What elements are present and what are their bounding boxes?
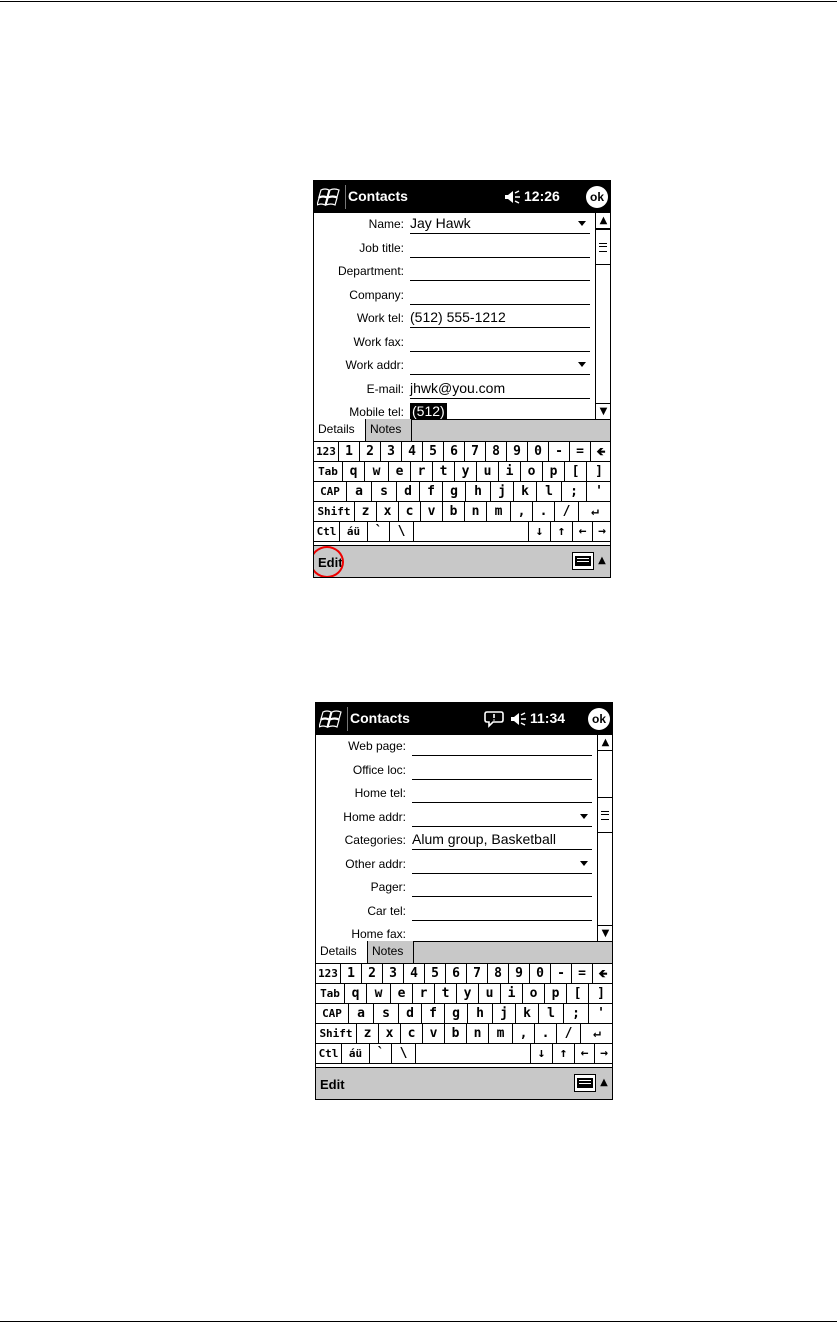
keyboard-key[interactable]: Shift (316, 1024, 357, 1044)
keyboard-key[interactable]: ; (564, 1004, 589, 1024)
dropdown-arrow-icon[interactable] (578, 221, 586, 226)
keyboard-key[interactable]: ↵ (581, 1024, 613, 1044)
keyboard-key[interactable]: \ (390, 522, 414, 542)
field-label: Categories: (344, 833, 406, 847)
keyboard-key[interactable]: n (467, 1024, 489, 1044)
keyboard-key[interactable]: ` (370, 1044, 392, 1064)
field-label: Work addr: (345, 358, 404, 372)
keyboard-key[interactable]: 2 (360, 442, 381, 462)
keyboard-row (316, 984, 613, 1004)
form-row (314, 237, 594, 261)
form-row (316, 759, 596, 783)
field-input[interactable] (412, 902, 592, 921)
form-row (316, 900, 596, 924)
field-label: Home addr: (343, 809, 406, 824)
keyboard-key[interactable]: d (397, 482, 420, 502)
keyboard-key[interactable]: = (572, 964, 593, 984)
tab-notes[interactable]: Notes (366, 419, 412, 441)
up-arrow-icon[interactable]: ▲ (600, 1077, 608, 1088)
field-label: Work fax: (353, 334, 404, 349)
keyboard-key[interactable]: \ (392, 1044, 416, 1064)
form-row (316, 782, 596, 806)
keyboard-row (316, 964, 613, 984)
form-row (316, 829, 596, 853)
keyboard-key[interactable]: y (455, 462, 477, 482)
keyboard-key[interactable]: Tab (316, 984, 345, 1004)
form-row (316, 735, 596, 759)
keyboard-key[interactable]: ↑ (551, 522, 573, 542)
keyboard-key[interactable]: Shift (314, 502, 355, 522)
keyboard-row (314, 482, 611, 502)
field-input[interactable] (410, 286, 590, 305)
field-input[interactable] (410, 215, 590, 234)
keyboard-key[interactable]: CAP (314, 482, 347, 502)
keyboard-key[interactable]: h (466, 482, 491, 502)
keyboard-key[interactable]: ↓ (531, 1044, 553, 1064)
app-title: Contacts (348, 188, 408, 204)
keyboard-icon[interactable] (572, 552, 594, 570)
keyboard-key[interactable]: 9 (507, 442, 528, 462)
keyboard-key[interactable]: w (367, 984, 391, 1004)
scroll-down-button[interactable]: ▼ (596, 403, 611, 419)
keyboard-key[interactable]: Ctl (316, 1044, 342, 1064)
keyboard-key[interactable]: 1 (341, 964, 362, 984)
field-label: Company: (349, 287, 404, 302)
keyboard-key[interactable]: z (357, 1024, 379, 1044)
speaker-icon[interactable] (504, 189, 520, 205)
keyboard-key[interactable]: 8 (488, 964, 509, 984)
edit-highlight-circle (313, 546, 344, 578)
keyboard-key[interactable]: j (493, 1004, 516, 1024)
keyboard-key[interactable]: 🡸 (591, 442, 611, 462)
app-title: Contacts (350, 710, 410, 726)
keyboard-key[interactable]: = (570, 442, 591, 462)
field-label: Pager: (370, 880, 406, 894)
keyboard-key[interactable]: r (411, 462, 433, 482)
form-row (314, 260, 594, 284)
keyboard-key[interactable]: v (421, 502, 443, 522)
scroll-down-button[interactable]: ▼ (598, 925, 613, 941)
keyboard-key[interactable]: e (389, 462, 411, 482)
keyboard-key[interactable]: r (413, 984, 435, 1004)
keyboard-key[interactable]: f (422, 1004, 445, 1024)
keyboard-key[interactable]: t (435, 984, 457, 1004)
edit-menu[interactable]: Edit (318, 555, 343, 570)
soft-keyboard (314, 441, 611, 545)
keyboard-key[interactable]: - (549, 442, 570, 462)
field-input[interactable] (410, 380, 590, 399)
keyboard-key[interactable]: ↑ (553, 1044, 575, 1064)
keyboard-key[interactable]: . (535, 1024, 557, 1044)
keyboard-key[interactable]: m (489, 1024, 513, 1044)
keyboard-key[interactable]: 4 (402, 442, 423, 462)
screenshot-contacts-1 (313, 180, 611, 578)
field-value: Jay Hawk (410, 215, 471, 231)
edit-menu[interactable]: Edit (320, 1077, 345, 1092)
clock-time[interactable]: 12:26 (524, 188, 560, 204)
field-label: Mobile tel: (349, 405, 404, 419)
keyboard-row (316, 1004, 613, 1024)
menu-bar (314, 545, 611, 578)
keyboard-key[interactable]: m (487, 502, 511, 522)
field-label: Office loc: (352, 762, 406, 777)
key-space[interactable] (414, 522, 529, 542)
field-value: jhwk@you.com (410, 379, 506, 396)
field-label: Name: (368, 217, 404, 231)
form-row (316, 876, 596, 900)
keyboard-key[interactable]: 3 (381, 442, 402, 462)
keyboard-key[interactable]: i (499, 462, 521, 482)
scroll-up-button[interactable]: ▲ (598, 735, 613, 751)
keyboard-key[interactable]: 5 (425, 964, 446, 984)
keyboard-key[interactable]: f (420, 482, 443, 502)
keyboard-key[interactable]: x (379, 1024, 401, 1044)
menu-bar (316, 1067, 613, 1100)
keyboard-key[interactable]: 4 (404, 964, 425, 984)
tab-details[interactable]: Details (314, 419, 366, 441)
field-label: Work tel: (356, 311, 404, 325)
dropdown-arrow-icon[interactable] (578, 362, 586, 367)
keyboard-key[interactable]: , (511, 502, 533, 522)
keyboard-key[interactable]: - (551, 964, 572, 984)
scroll-thumb[interactable] (596, 229, 611, 265)
keyboard-key[interactable]: ] (589, 984, 613, 1004)
field-input[interactable] (412, 784, 592, 803)
screenshot-contacts-2 (315, 702, 613, 1100)
keyboard-key[interactable]: ← (573, 522, 593, 542)
keyboard-key[interactable]: a (349, 1004, 374, 1024)
keyboard-key[interactable]: h (468, 1004, 493, 1024)
speaker-icon[interactable] (510, 711, 526, 727)
keyboard-key[interactable]: p (543, 462, 565, 482)
keyboard-key[interactable]: z (355, 502, 377, 522)
keyboard-key[interactable]: ↓ (529, 522, 551, 542)
keyboard-key[interactable]: y (457, 984, 479, 1004)
field-input[interactable] (412, 808, 592, 827)
keyboard-key[interactable]: u (479, 984, 501, 1004)
field-input[interactable] (410, 239, 590, 258)
keyboard-key[interactable]: 0 (528, 442, 549, 462)
keyboard-key[interactable]: ` (368, 522, 390, 542)
keyboard-key[interactable]: ] (587, 462, 611, 482)
contact-form (316, 735, 596, 941)
keyboard-key[interactable]: x (377, 502, 399, 522)
ok-button[interactable]: ok (588, 708, 610, 730)
tab-details[interactable]: Details (316, 941, 368, 963)
soft-keyboard (316, 963, 613, 1067)
up-arrow-icon[interactable]: ▲ (598, 555, 606, 566)
vertical-scrollbar[interactable] (597, 735, 613, 941)
form-row (314, 307, 594, 331)
keyboard-key[interactable]: w (365, 462, 389, 482)
keyboard-key[interactable]: s (372, 482, 397, 502)
field-label: Home fax: (351, 927, 406, 941)
keyboard-key[interactable]: 7 (467, 964, 488, 984)
scroll-up-button[interactable]: ▲ (596, 213, 611, 229)
page-bottom-rule (0, 1321, 837, 1322)
keyboard-key[interactable]: ' (589, 1004, 613, 1024)
field-value: Alum group, Basketball (412, 831, 556, 847)
keyboard-key[interactable]: l (537, 482, 562, 502)
keyboard-key[interactable]: Ctl (314, 522, 340, 542)
keyboard-key[interactable]: . (533, 502, 555, 522)
keyboard-key[interactable]: [ (565, 462, 587, 482)
keyboard-key[interactable]: p (545, 984, 567, 1004)
tab-notes[interactable]: Notes (368, 941, 414, 963)
form-row (314, 378, 594, 402)
keyboard-key[interactable]: b (443, 502, 465, 522)
field-label: E-mail: (366, 381, 404, 396)
field-input[interactable] (412, 855, 592, 874)
field-label: Other addr: (345, 856, 406, 871)
keyboard-key[interactable]: → (593, 522, 611, 542)
field-label: Web page: (348, 739, 406, 753)
tab-strip (316, 941, 613, 963)
title-bar (314, 181, 611, 213)
keyboard-icon[interactable] (574, 1074, 596, 1092)
keyboard-key[interactable]: ← (575, 1044, 595, 1064)
keyboard-row (314, 462, 611, 482)
page-top-rule (0, 1, 837, 2)
keyboard-key[interactable]: v (423, 1024, 445, 1044)
keyboard-key[interactable]: CAP (316, 1004, 349, 1024)
field-value: (512) 555-1212 (410, 309, 506, 325)
keyboard-row (314, 522, 611, 542)
field-value: (512) (412, 403, 445, 419)
field-input[interactable] (412, 737, 592, 756)
keyboard-key[interactable]: → (595, 1044, 613, 1064)
keyboard-row (316, 1024, 613, 1044)
keyboard-key[interactable]: [ (567, 984, 589, 1004)
form-row (314, 354, 594, 378)
contact-form (314, 213, 594, 419)
keyboard-key[interactable]: 9 (509, 964, 530, 984)
scroll-thumb[interactable] (598, 797, 613, 833)
form-row (314, 331, 594, 355)
keyboard-key[interactable]: k (514, 482, 537, 502)
keyboard-row (314, 502, 611, 522)
keyboard-key[interactable]: d (399, 1004, 422, 1024)
keyboard-key[interactable]: / (555, 502, 579, 522)
field-input[interactable] (412, 878, 592, 897)
keyboard-key[interactable]: ↵ (579, 502, 611, 522)
form-row (316, 853, 596, 877)
keyboard-key[interactable]: g (445, 1004, 468, 1024)
keyboard-key[interactable]: l (539, 1004, 564, 1024)
keyboard-key[interactable]: e (391, 984, 413, 1004)
keyboard-key[interactable]: k (516, 1004, 539, 1024)
keyboard-key[interactable]: , (513, 1024, 535, 1044)
keyboard-key[interactable]: 1 (339, 442, 360, 462)
field-input[interactable] (412, 831, 592, 850)
keyboard-key[interactable]: áü (342, 1044, 370, 1064)
keyboard-key[interactable]: o (521, 462, 543, 482)
keyboard-key[interactable]: Tab (314, 462, 343, 482)
keyboard-key[interactable]: n (465, 502, 487, 522)
keyboard-key[interactable]: 2 (362, 964, 383, 984)
keyboard-key[interactable]: g (443, 482, 466, 502)
keyboard-key[interactable]: c (399, 502, 421, 522)
keyboard-key[interactable]: 6 (446, 964, 467, 984)
keyboard-key[interactable]: t (433, 462, 455, 482)
field-input[interactable] (410, 262, 590, 281)
form-row (316, 806, 596, 830)
keyboard-key[interactable]: 5 (423, 442, 444, 462)
keyboard-key[interactable]: 8 (486, 442, 507, 462)
speech-bubble-icon[interactable] (484, 710, 504, 728)
keyboard-key[interactable]: c (401, 1024, 423, 1044)
keyboard-key[interactable]: 7 (465, 442, 486, 462)
keyboard-key[interactable]: q (343, 462, 365, 482)
form-row (314, 284, 594, 308)
windows-flag-icon[interactable] (317, 185, 343, 209)
tab-strip (314, 419, 611, 441)
windows-flag-icon[interactable] (319, 707, 345, 731)
keyboard-key[interactable]: j (491, 482, 514, 502)
vertical-scrollbar[interactable] (595, 213, 611, 419)
keyboard-key[interactable]: áü (340, 522, 368, 542)
title-bar (316, 703, 613, 735)
keyboard-key[interactable]: u (477, 462, 499, 482)
keyboard-key[interactable]: q (345, 984, 367, 1004)
keyboard-key[interactable]: 6 (444, 442, 465, 462)
keyboard-key[interactable]: a (347, 482, 372, 502)
field-label: Home tel: (354, 786, 406, 800)
field-label: Car tel: (367, 903, 406, 918)
keyboard-key[interactable]: 123 (314, 442, 339, 462)
dropdown-arrow-icon[interactable] (580, 861, 588, 866)
field-label: Job title: (359, 240, 404, 255)
dropdown-arrow-icon[interactable] (580, 814, 588, 819)
keyboard-key[interactable]: 0 (530, 964, 551, 984)
form-row (314, 213, 594, 237)
clock-time[interactable]: 11:34 (530, 710, 566, 726)
keyboard-key[interactable]: i (501, 984, 523, 1004)
field-input[interactable] (410, 309, 590, 328)
field-input[interactable] (410, 356, 590, 375)
keyboard-key[interactable]: o (523, 984, 545, 1004)
keyboard-row (314, 442, 611, 462)
keyboard-key[interactable]: 🡸 (593, 964, 613, 984)
keyboard-key[interactable]: s (374, 1004, 399, 1024)
keyboard-key[interactable]: 123 (316, 964, 341, 984)
field-input[interactable] (410, 333, 590, 352)
field-input[interactable] (412, 761, 592, 780)
ok-button[interactable]: ok (586, 186, 608, 208)
field-label: Department: (337, 264, 404, 278)
keyboard-key[interactable]: ; (562, 482, 587, 502)
keyboard-key[interactable]: ' (587, 482, 611, 502)
key-space[interactable] (416, 1044, 531, 1064)
keyboard-key[interactable]: / (557, 1024, 581, 1044)
keyboard-row (316, 1044, 613, 1064)
keyboard-key[interactable]: 3 (383, 964, 404, 984)
keyboard-key[interactable]: b (445, 1024, 467, 1044)
